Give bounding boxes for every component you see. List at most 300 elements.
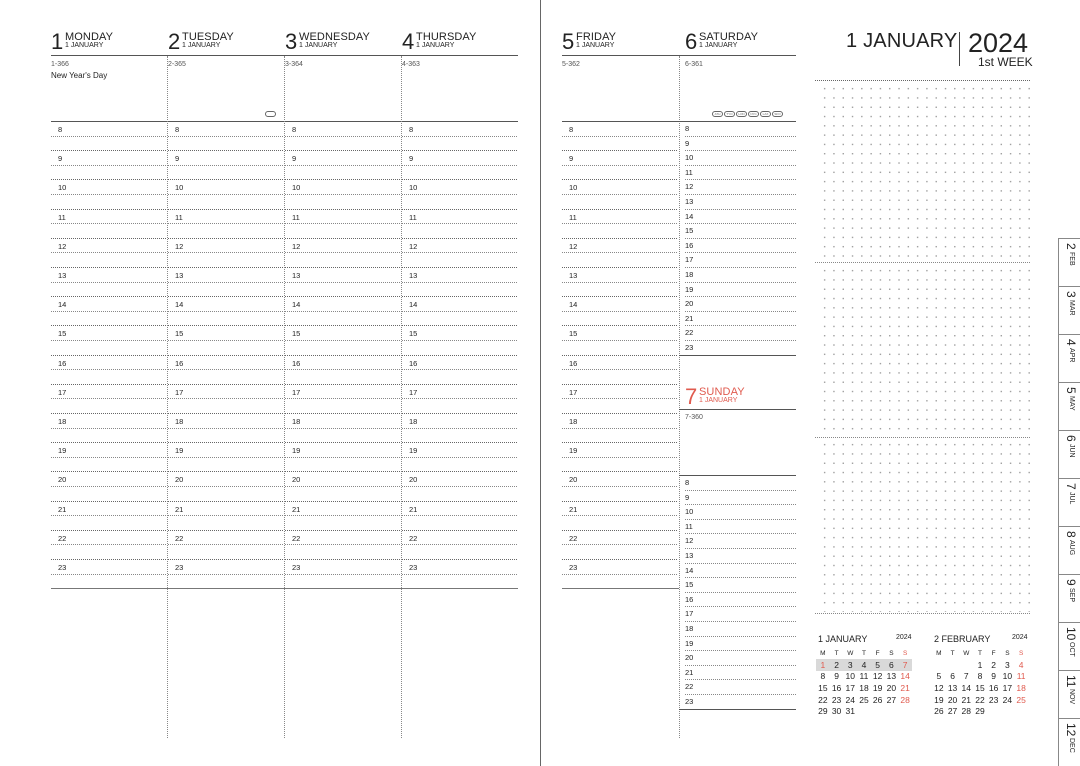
hour-label: 15: [685, 580, 694, 590]
calendar-day: 28: [900, 694, 910, 705]
month-tab-jul[interactable]: [1058, 478, 1080, 526]
calendar-day: 13: [886, 671, 897, 682]
hour-label: 12: [409, 241, 418, 251]
hour-rule: [285, 384, 400, 385]
hour-label: 14: [175, 300, 184, 310]
hour-rule: [402, 442, 517, 443]
month-tab-mar[interactable]: [1058, 286, 1080, 334]
calendar-week: [816, 659, 912, 671]
hour-label: 13: [175, 271, 184, 280]
calendar-day: 15: [818, 682, 828, 693]
tab-month-abbr: MAR: [1068, 299, 1075, 316]
half-hour-rule: [285, 574, 400, 575]
day-name: TUESDAY: [182, 31, 234, 43]
hour-rule: [168, 530, 283, 531]
calendar-day: 7: [963, 671, 969, 682]
hour-label: 18: [685, 270, 694, 279]
half-hour-rule: [562, 398, 677, 399]
hour-rule: [402, 325, 517, 326]
half-hour-rule: [285, 515, 400, 516]
notes-top-rule: [815, 80, 1030, 81]
hour-label: 17: [409, 387, 418, 397]
half-hour-rule: [562, 223, 677, 224]
hour-label: 9: [569, 154, 574, 164]
hour-label: 8: [569, 125, 574, 134]
hour-label: 12: [175, 241, 184, 251]
tab-label: [1062, 291, 1080, 315]
hour-label: 8: [685, 124, 690, 133]
hour-rule: [685, 267, 796, 268]
calendar-day: [987, 705, 1001, 717]
tab-label: [1062, 387, 1080, 410]
hour-label: 12: [569, 241, 578, 251]
half-hour-rule: [168, 136, 283, 137]
hour-rule: [285, 530, 400, 531]
weekday-row: [816, 648, 912, 659]
half-hour-rule: [562, 515, 677, 516]
hour-rule: [51, 501, 166, 502]
hour-rule: [685, 694, 796, 695]
calendar-day: 9: [834, 671, 839, 682]
hour-label: 9: [409, 154, 414, 164]
hour-rule: [51, 559, 166, 560]
calendar-day: 24: [1002, 694, 1013, 705]
month-tab-aug[interactable]: [1058, 526, 1080, 574]
hour-rule: [685, 340, 796, 341]
hour-rule: [685, 679, 796, 680]
day-divider: [679, 56, 680, 738]
calendar-day: 20: [886, 682, 897, 693]
calendar-day: 16: [831, 682, 842, 693]
hour-rule: [402, 238, 517, 239]
hour-rule: [285, 471, 400, 472]
hour-rule: [685, 165, 796, 166]
hour-label: 16: [175, 358, 184, 368]
hour-label: 18: [175, 417, 184, 426]
hour-rule: [562, 209, 677, 210]
hour-label: 15: [569, 329, 578, 339]
hour-label: 19: [292, 446, 301, 456]
hour-rule: [51, 267, 166, 268]
tab-label: [1062, 627, 1080, 657]
hour-rule: [562, 238, 677, 239]
calendar-day: 10: [1002, 671, 1013, 682]
hour-label: 14: [685, 565, 694, 575]
tab-month-abbr: APR: [1068, 347, 1075, 363]
day-count: 5-362: [562, 61, 580, 68]
tab-label: [1062, 723, 1080, 753]
hour-rule: [402, 530, 517, 531]
calendar-day: 18: [1016, 682, 1026, 693]
half-hour-rule: [402, 515, 517, 516]
hour-rule: [51, 471, 166, 472]
hour-rule: [685, 136, 796, 137]
day-count: 6-361: [685, 61, 703, 68]
tab-label: [1062, 339, 1080, 362]
day-month: 1 JANUARY: [699, 397, 738, 404]
half-hour-rule: [51, 398, 166, 399]
half-hour-rule: [285, 311, 400, 312]
calendar-day: [898, 705, 912, 717]
half-hour-rule: [168, 398, 283, 399]
calendar-day: 5: [871, 659, 885, 671]
day-number: 3: [285, 29, 298, 54]
calendar-day: 20: [947, 694, 958, 705]
hour-label: 13: [685, 551, 694, 560]
hour-rule: [562, 559, 677, 560]
half-hour-rule: [562, 428, 677, 429]
hour-label: 9: [292, 154, 297, 164]
hour-rule: [562, 296, 677, 297]
weekday-label: W: [963, 650, 970, 657]
half-hour-rule: [562, 252, 677, 253]
weekday-label: M: [936, 650, 942, 657]
day-name: WEDNESDAY: [299, 31, 370, 43]
hour-label: 20: [58, 475, 67, 485]
hour-rule: [285, 442, 400, 443]
half-hour-rule: [51, 369, 166, 370]
half-hour-rule: [285, 136, 400, 137]
hour-rule: [168, 150, 283, 151]
half-hour-rule: [285, 457, 400, 458]
calendar-day: 2: [830, 659, 844, 671]
mini-calendar: [818, 634, 914, 724]
hour-rule: [51, 442, 166, 443]
day-name: SUNDAY: [699, 386, 745, 398]
sun-hours-top-rule: [679, 475, 796, 476]
hour-label: 16: [685, 240, 694, 250]
hour-rule: [285, 150, 400, 151]
hour-label: 11: [58, 212, 66, 222]
header-rule: [679, 409, 796, 410]
half-hour-rule: [402, 282, 517, 283]
hour-rule: [402, 413, 517, 414]
calendar-day: 7: [898, 659, 912, 671]
half-hour-rule: [168, 252, 283, 253]
hour-rule: [285, 238, 400, 239]
hour-label: 9: [685, 138, 690, 148]
half-hour-rule: [402, 428, 517, 429]
weekday-label: S: [889, 650, 894, 657]
hour-label: 17: [292, 387, 301, 397]
title-divider: [959, 32, 960, 66]
day-number: 7: [685, 384, 698, 409]
calendar-day: 23: [831, 694, 842, 705]
hour-label: 19: [175, 446, 184, 456]
half-hour-rule: [562, 369, 677, 370]
calendar-day: 13: [947, 682, 958, 693]
half-hour-rule: [402, 252, 517, 253]
hour-label: 21: [292, 504, 301, 514]
hour-label: 20: [685, 653, 694, 663]
calendar-day: 10: [845, 671, 855, 682]
hour-label: 15: [175, 329, 184, 339]
day-name: THURSDAY: [416, 31, 477, 43]
hour-label: 14: [685, 211, 694, 221]
hour-label: 8: [409, 125, 414, 134]
weekday-label: S: [1005, 650, 1010, 657]
half-hour-rule: [285, 223, 400, 224]
hour-rule: [685, 592, 796, 593]
weekday-label: S: [902, 650, 908, 657]
calendar-day: 4: [1018, 659, 1024, 670]
half-hour-rule: [562, 165, 677, 166]
hour-rule: [168, 179, 283, 180]
hour-rule: [168, 442, 283, 443]
month-tab-feb[interactable]: [1058, 238, 1080, 286]
hour-label: 21: [685, 667, 694, 677]
calendar-day: [946, 659, 960, 671]
month-tab-nov[interactable]: [1058, 670, 1080, 718]
hour-label: 19: [409, 446, 418, 456]
half-hour-rule: [51, 457, 166, 458]
hour-label: 10: [292, 183, 301, 193]
half-hour-rule: [51, 515, 166, 516]
hour-rule: [285, 209, 400, 210]
weekday-label: T: [950, 650, 955, 657]
calendar-week: [932, 659, 1028, 671]
month-tab-apr[interactable]: [1058, 334, 1080, 382]
hours-top-rule: [562, 121, 679, 122]
time-zone-icon: NYC: [748, 111, 759, 117]
hour-label: 23: [409, 563, 418, 572]
half-hour-rule: [402, 574, 517, 575]
hour-label: 20: [175, 475, 184, 485]
half-hour-rule: [168, 486, 283, 487]
half-hour-rule: [168, 340, 283, 341]
day-count: 3-364: [285, 61, 303, 68]
hour-label: 12: [58, 241, 67, 251]
tab-month-number: 11: [1064, 675, 1078, 688]
half-hour-rule: [562, 282, 677, 283]
hour-label: 17: [175, 387, 184, 397]
half-hour-rule: [285, 428, 400, 429]
half-hour-rule: [51, 136, 166, 137]
hour-rule: [685, 519, 796, 520]
tab-month-abbr: AUG: [1068, 539, 1075, 555]
half-hour-rule: [402, 457, 517, 458]
month-tab-oct[interactable]: [1058, 622, 1080, 670]
hour-label: 14: [569, 300, 578, 310]
hour-rule: [402, 296, 517, 297]
day-number: 1: [51, 29, 64, 54]
hour-label: 17: [685, 255, 694, 265]
calendar-week: [932, 682, 1028, 694]
calendar-day: 26: [934, 706, 944, 717]
month-tab-may[interactable]: [1058, 382, 1080, 430]
weekday-label: T: [977, 650, 982, 657]
calendar-day: [1014, 705, 1028, 717]
weekday-label: T: [834, 650, 839, 657]
notes-divider: [815, 437, 1030, 438]
time-zone-icon: ATH: [712, 111, 723, 117]
hour-rule: [285, 501, 400, 502]
hour-label: 10: [569, 183, 578, 193]
hour-label: 19: [685, 638, 694, 648]
half-hour-rule: [402, 340, 517, 341]
hour-rule: [168, 559, 283, 560]
half-hour-rule: [402, 398, 517, 399]
half-hour-rule: [168, 311, 283, 312]
month-tab-sep[interactable]: [1058, 574, 1080, 622]
tab-month-abbr: JUN: [1068, 443, 1075, 458]
calendar-day: 8: [820, 671, 826, 682]
tab-month-number: 10: [1064, 627, 1078, 641]
hour-label: 18: [569, 417, 578, 426]
half-hour-rule: [402, 165, 517, 166]
calendar-day: 1: [816, 659, 830, 671]
hour-rule: [168, 325, 283, 326]
spine-fold: [540, 0, 541, 766]
hour-label: 9: [175, 154, 180, 164]
hour-rule: [402, 559, 517, 560]
hour-rule: [685, 223, 796, 224]
hour-label: 16: [409, 358, 418, 368]
calendar-day: 21: [900, 682, 910, 693]
hour-rule: [562, 442, 677, 443]
half-hour-rule: [402, 311, 517, 312]
calendar-day: 31: [845, 706, 855, 717]
hour-rule: [685, 650, 796, 651]
hour-label: 23: [58, 563, 67, 572]
calendar-week: [932, 705, 1028, 717]
hour-rule: [562, 179, 677, 180]
calendar-day: 6: [950, 671, 955, 682]
holiday-label: New Year's Day: [51, 71, 108, 80]
tab-month-number: 5: [1064, 387, 1078, 394]
calendar-day: 25: [1016, 694, 1026, 705]
calendar-day: 17: [1002, 682, 1013, 693]
half-hour-rule: [51, 486, 166, 487]
hour-rule: [685, 577, 796, 578]
hour-label: 12: [292, 241, 301, 251]
tab-label: [1062, 243, 1080, 265]
calendar-day: 30: [831, 706, 842, 717]
day-count: 7-360: [685, 414, 703, 421]
week-date-title: 1 JANUARY: [846, 30, 958, 52]
tab-month-number: 4: [1064, 339, 1078, 346]
day-divider: [284, 56, 285, 738]
tab-month-number: 6: [1064, 435, 1078, 442]
hour-rule: [285, 325, 400, 326]
hour-label: 22: [685, 682, 694, 692]
half-hour-rule: [168, 165, 283, 166]
day-count: 2-365: [168, 61, 186, 68]
hour-rule: [685, 665, 796, 666]
calendar-day: 17: [845, 682, 855, 693]
hour-label: 12: [685, 182, 694, 192]
month-tab-jun[interactable]: [1058, 430, 1080, 478]
time-zone-icon: TYO: [724, 111, 735, 117]
hour-label: 17: [569, 387, 578, 397]
half-hour-rule: [51, 223, 166, 224]
calendar-month: 1 JANUARY: [818, 634, 868, 644]
hour-rule: [685, 621, 796, 622]
half-hour-rule: [285, 165, 400, 166]
notes-divider: [815, 262, 1030, 263]
tab-month-number: 3: [1064, 291, 1078, 298]
hour-rule: [562, 150, 677, 151]
hour-rule: [168, 355, 283, 356]
calendar-day: 24: [845, 694, 855, 705]
calendar-week: [816, 671, 912, 683]
week-number: 1st WEEK: [978, 55, 1033, 69]
hour-rule: [685, 194, 796, 195]
hour-rule: [168, 501, 283, 502]
hour-rule: [168, 238, 283, 239]
calendar-grid: [816, 648, 912, 717]
day-divider: [401, 56, 402, 738]
hour-label: 22: [58, 533, 67, 543]
hour-label: 13: [569, 271, 578, 280]
hour-label: 23: [292, 563, 301, 572]
dot-grid-notes: [818, 438, 1030, 612]
tab-label: [1062, 483, 1080, 504]
calendar-day: 3: [843, 659, 857, 671]
calendar-day: 23: [988, 694, 999, 705]
hour-label: 22: [292, 533, 301, 543]
tab-label: [1062, 435, 1080, 457]
hour-label: 21: [175, 504, 184, 514]
day-name: FRIDAY: [576, 31, 617, 43]
calendar-day: 1: [977, 659, 983, 670]
hour-label: 10: [175, 183, 184, 193]
hour-label: 15: [685, 226, 694, 236]
hour-label: 22: [409, 533, 418, 543]
half-hour-rule: [51, 194, 166, 195]
hour-label: 8: [685, 478, 690, 487]
half-hour-rule: [402, 544, 517, 545]
hour-rule: [285, 413, 400, 414]
hour-label: 16: [292, 358, 301, 368]
half-hour-rule: [168, 428, 283, 429]
hour-rule: [168, 471, 283, 472]
hour-label: 21: [409, 504, 418, 514]
half-hour-rule: [562, 574, 677, 575]
month-tab-dec[interactable]: [1058, 718, 1080, 766]
day-count: 1-366: [51, 61, 69, 68]
half-hour-rule: [402, 223, 517, 224]
hour-rule: [562, 267, 677, 268]
half-hour-rule: [51, 282, 166, 283]
hour-label: 18: [685, 624, 694, 633]
tab-month-number: 7: [1064, 483, 1078, 490]
time-zone-icon: LAX: [760, 111, 771, 117]
hour-label: 13: [58, 271, 67, 280]
tab-month-number: 8: [1064, 531, 1078, 538]
calendar-day: 3: [1005, 659, 1010, 670]
hour-rule: [562, 384, 677, 385]
hour-label: 11: [685, 167, 693, 177]
hour-rule: [168, 413, 283, 414]
day-month: 1 JANUARY: [65, 42, 104, 49]
hour-label: 14: [292, 300, 301, 310]
calendar-day: [857, 705, 871, 717]
half-hour-rule: [168, 544, 283, 545]
calendar-week: [932, 694, 1028, 706]
hour-label: 10: [685, 507, 694, 517]
calendar-day: 12: [872, 671, 883, 682]
calendar-day: 26: [872, 694, 883, 705]
hour-label: 18: [409, 417, 418, 426]
calendar-day: 11: [1016, 671, 1026, 682]
time-zone-icon: LON: [736, 111, 747, 117]
hour-rule: [402, 179, 517, 180]
hour-rule: [51, 355, 166, 356]
half-hour-rule: [168, 369, 283, 370]
hour-label: 19: [569, 446, 578, 456]
moon-phase-icon: [265, 111, 276, 117]
